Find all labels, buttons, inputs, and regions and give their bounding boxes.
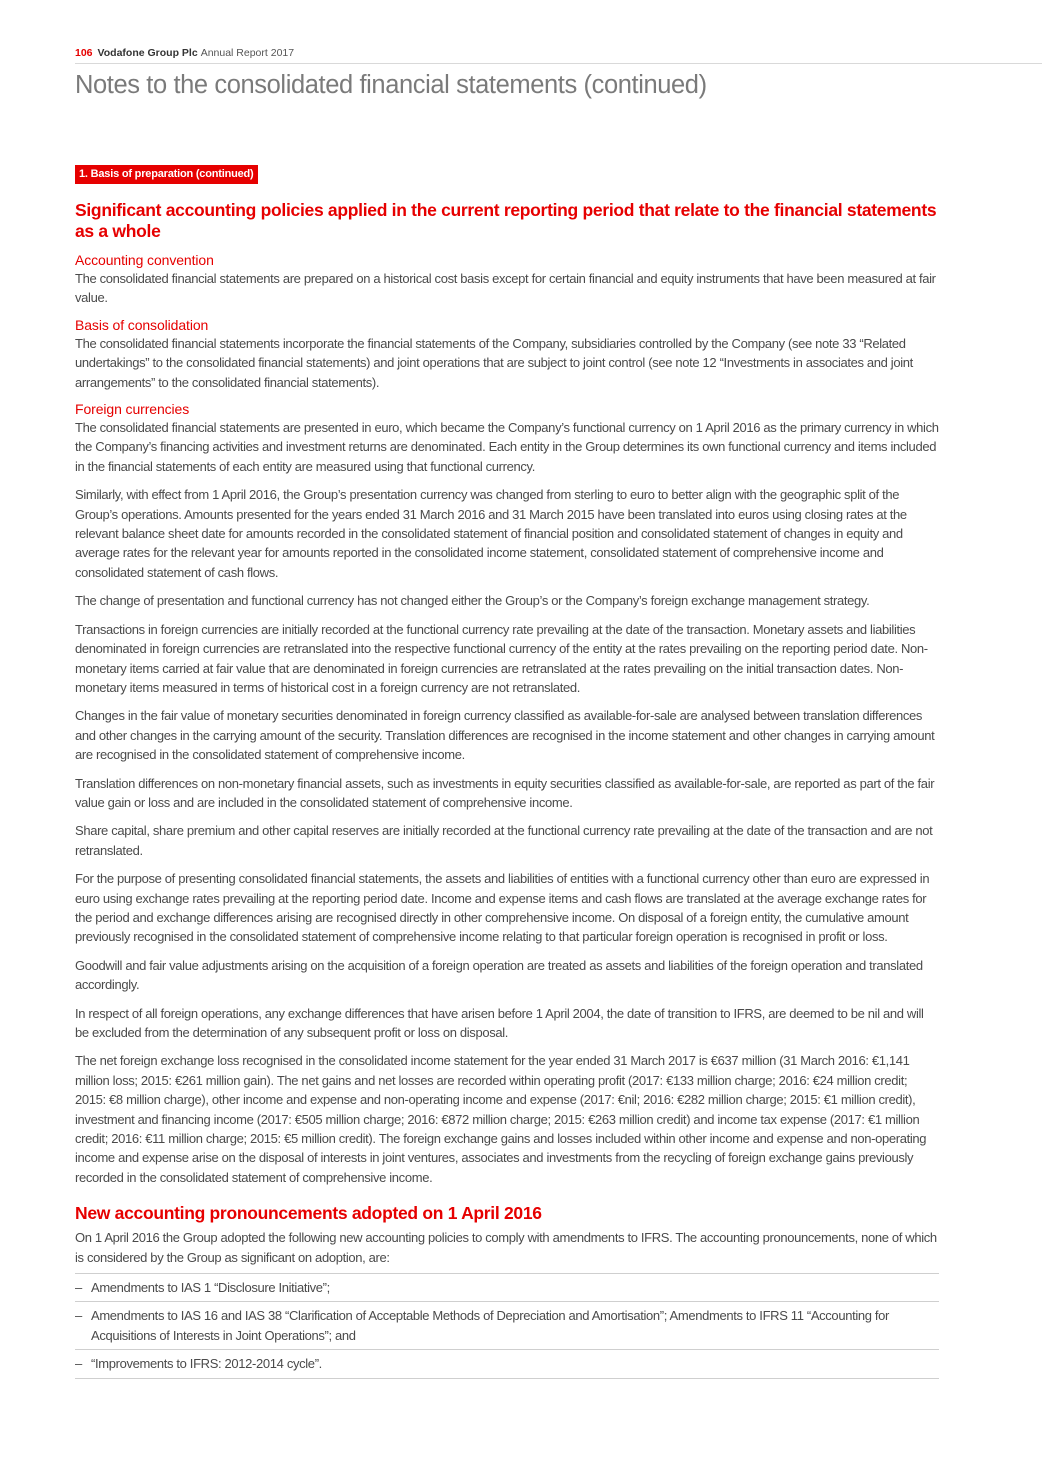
list-item: – “Improvements to IFRS: 2012-2014 cycle”. — [75, 1350, 939, 1378]
bullet-dash: – — [75, 1280, 82, 1296]
paragraph-basis-of-consolidation: The consolidated financial statements incorporate the financial statements of the Company, subsidiaries controlled by the Company (see note 33 “Related undertakings” to the consolidated financial statements) and joint operations that are subject to joint control (see note 12 “Investments in associates and joint arrangements” to the consolidated financial statements). — [75, 335, 913, 390]
section-tab-label: 1. Basis of preparation (continued) — [75, 165, 258, 184]
paragraph-foreign-currencies: In respect of all foreign operations, any exchange differences that have arisen before 1 April 2004, the date of transition to IFRS, are deemed to be nil and will be excluded from the determination of any subsequent profit or loss on disposal. — [75, 1005, 924, 1040]
paragraph-foreign-currencies: Changes in the fair value of monetary securities denominated in foreign currency classified as available-for-sale are analysed between translation differences and other changes in the carrying amount of the security. Translation differences are recognised in the income statement and other changes in carrying amount are recognised in the consolidated statement of comprehensive income. — [75, 708, 935, 763]
main-content — [75, 200, 939, 1379]
bullet-dash: – — [75, 1356, 82, 1372]
paragraph-foreign-exchange-loss: The net foreign exchange loss recognised in the consolidated income statement for the year ended 31 March 2017 is €637 million (31 March 2016: €1,141 million loss; 2015: €261 million gain). The net gains and net losses are recorded within operating profit (2017: €133 million charge; 2016: €24 million credit; 2015: €8 million charge), other income and expense and non-operating income and expense (2017: €nil; 2016: €282 million charge; 2015: €1 million credit), investment and financing income (2017: €505 million charge; 2016: €872 million charge; 2015: €263 million credit) and income tax expense (2017: €1 million credit; 2016: €11 million charge; 2015: €5 million credit). The foreign exchange gains and losses included within other income and expense and non-operating income and expense arise on the disposal of interests in joint ventures, associates and investments from the recycling of foreign exchange gains previously recorded in the consolidated statement of comprehensive income. — [75, 1053, 927, 1185]
header-rule — [75, 63, 1042, 64]
subheading-accounting-convention: Accounting convention — [75, 252, 214, 268]
paragraph-new-pronouncements-intro: On 1 April 2016 the Group adopted the following new accounting policies to comply with amendments to IFRS. The accounting pronouncements, none of which is considered by the Group as significant on adoption, are: — [75, 1230, 937, 1265]
paragraph-foreign-currencies: Similarly, with effect from 1 April 2016, the Group’s presentation currency was changed from sterling to euro to better align with the geographic split of the Group’s operations. Amounts presented for the years ended 31 March 2016 and 31 March 2015 have been translated into euros using closing rates at the relevant balance sheet date for amounts recorded in the consolidated statement of financial position and consolidated statement of changes in equity and average rates for the relevant year for amounts reported in the consolidated income statement, consolidated statement of comprehensive income and consolidated statement of cash flows. — [75, 487, 907, 580]
company-name: Vodafone Group Plc — [97, 47, 198, 59]
section-heading-significant-policies: Significant accounting policies applied in the current reporting period that relate to the financial statements as a whole — [75, 200, 937, 241]
paragraph-foreign-currencies: The change of presentation and functional currency has not changed either the Group’s or the Company’s foreign exchange management strategy. — [75, 593, 870, 609]
page-title: Notes to the consolidated financial statements (continued) — [75, 71, 707, 99]
paragraph-accounting-convention: The consolidated financial statements are prepared on a historical cost basis except for certain financial and equity instruments that have been measured at fair value. — [75, 271, 936, 306]
list-item: – Amendments to IAS 1 “Disclosure Initiative”; — [75, 1274, 939, 1302]
paragraph-foreign-currencies: For the purpose of presenting consolidated financial statements, the assets and liabilities of entities with a functional currency other than euro are expressed in euro using exchange rates prevailing at the reporting period date. Income and expense items and cash flows are translated at the average exchange rates for the period and exchange differences arising are recognised directly in other comprehensive income. On disposal of a foreign entity, the cumulative amount previously recognised in the consolidated statement of comprehensive income relating to that particular foreign operation is recognised in profit or loss. — [75, 871, 930, 945]
paragraph-foreign-currencies: Share capital, share premium and other capital reserves are initially recorded at the functional currency rate prevailing at the date of the transaction and are not retranslated. — [75, 823, 933, 858]
bullet-dash: – — [75, 1308, 82, 1324]
section-heading-new-pronouncements: New accounting pronouncements adopted on 1 April 2016 — [75, 1203, 542, 1224]
page-number: 106 — [75, 47, 93, 59]
paragraph-foreign-currencies: Translation differences on non-monetary financial assets, such as investments in equity securities classified as available-for-sale, are reported as part of the fair value gain or loss and are included in the consolidated statement of comprehensive income. — [75, 775, 935, 810]
pronouncements-list — [75, 1273, 939, 1379]
list-item: – Amendments to IAS 16 and IAS 38 “Clarification of Acceptable Methods of Depreciation and Amortisation”; Amendments to IFRS 11 “Accounting for Acquisitions of Interests in Joint Operations”; and — [75, 1302, 939, 1350]
subheading-foreign-currencies: Foreign currencies — [75, 401, 190, 418]
report-name: Annual Report 2017 — [200, 47, 295, 59]
paragraph-foreign-currencies: Goodwill and fair value adjustments arising on the acquisition of a foreign operation are treated as assets and liabilities of the foreign operation and translated accordingly. — [75, 957, 923, 993]
running-header — [75, 47, 294, 60]
paragraph-foreign-currencies: Transactions in foreign currencies are initially recorded at the functional currency rate prevailing at the date of the transaction. Monetary assets and liabilities denominated in foreign currencies are retranslated into the respective functional currency of the entity at the rates prevailing on the reporting period date. Non-monetary items carried at fair value that are denominated in foreign currencies are retranslated at the rates prevailing on the initial transaction dates. Non-monetary items measured in terms of historical cost in a foreign currency are not retranslated. — [75, 621, 928, 695]
paragraph-foreign-currencies: The consolidated financial statements are presented in euro, which became the Company’s functional currency on 1 April 2016 as the primary currency in which the Company’s financing activities and investment returns are denominated. Each entity in the Group determines its own functional currency and items included in the financial statements of each entity are measured using that functional currency. — [75, 420, 939, 474]
subheading-basis-of-consolidation: Basis of consolidation — [75, 316, 209, 333]
